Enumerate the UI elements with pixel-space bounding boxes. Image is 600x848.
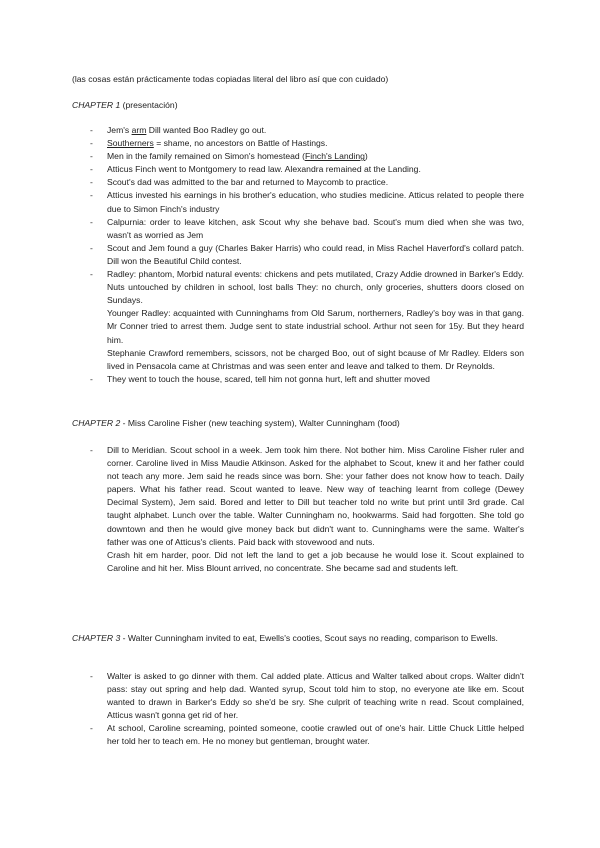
list-item: - Atticus invested his earnings in his brother's education, who studies medicine. Atticus related to people there due to Simon Finch's industry [90,190,524,214]
intro-note: (las cosas están prácticamente todas copiadas literal del libro así que con cuidado) [72,74,389,84]
list-item: - At school, Caroline screaming, pointed someone, cootie crawled out of one's hair. Little Chuck Little helped her told her to teach em. He no money but gentleman, brought water. [90,723,524,747]
chapter-3-topic: - Walter Cunningham invited to eat, Ewells's cooties, Scout says no reading, comparison to Ewells. [120,633,498,643]
list-item: - Southerners = shame, no ancestors on Battle of Hastings. [90,138,328,149]
list-continuation: Younger Radley: acquainted with Cunninghams from Old Sarum, northerners, Radley's boy was in that gang. Mr Conner tried to arrest them. Judge sent to state industrial school. Arthur not seen for 15y. But they heard him. [107,308,524,345]
chapter-2-label: CHAPTER 2 [72,418,121,428]
chapter-1-list [90,124,524,386]
chapter-2-list [90,444,524,575]
chapter-2-topic: - Miss Caroline Fisher (new teaching system), Walter Cunningham (food) [120,418,400,428]
list-item: - Calpurnia: order to leave kitchen, ask Scout why she behave bad. Scout's mum died when she was two, wasn't as worried as Jem [90,216,524,240]
list-item: - Walter is asked to go dinner with them. Cal added plate. Atticus and Walter talked about crops. Walter didn't pass: stay out spring and help dad. Wanted syrup, Scout told him to stop, no everyone ate like em. Scout wanted to drawn in Barker's Eddy so she'd be sry. She culprit of teaching write n read. Scout complained, Atticus wasn't gonna get rid of her. [90,671,524,721]
list-item: - Men in the family remained on Simon's homestead (Finch's Landing) [90,151,368,162]
chapter-2-heading [72,416,542,431]
list-item: - Radley: phantom, Morbid natural events: chickens and pets mutilated, Crazy Addie drowned in Barker's Eddy. Nuts untouched by children in school, lost balls They: no church, only groceries, shutters doors closed on Sundays. [90,269,524,306]
list-item: - Scout and Jem found a guy (Charles Baker Harris) who could read, in Miss Rachel Haverford's collard patch. Dill won the Beautiful Child contest. [90,242,524,266]
chapter-1-heading [72,98,542,113]
list-item: - Scout's dad was admitted to the bar and returned to Maycomb to practice. [90,177,389,188]
list-item: - Dill to Meridian. Scout school in a week. Jem took him there. Not bother him. Miss Caroline Fisher ruler and corner. Caroline lived in Miss Maudie Atkinson. Asked for the alphabet to Scout, knew it and her father could not teach any more. Jem said he reads since was born. She: your father does not know how to teach. Daily papers. What his father read. Scout wanted to leave. New way of teaching learnt from college (Dewey Decimal System), Jem said. Bored and letter to Dill but teacher told no write but print until 3rd grade. Cal taught alphabet. Lunch over the table. Walter Cunningham no, hookwarms. Said had forgotten. She told go downtown and then he would give money back but didn't want to. Cunninghams were the same. Walter's father was one of Atticus's clients. Paid back with stovewood and nuts. [90,445,524,547]
list-continuation: Crash hit em harder, poor. Did not left the land to get a job because he would lose it. Scout explained to Caroline and hit her. Miss Blount arrived, no concentrate. She became sad and students left. [107,549,524,573]
list-item: - Jem's arm Dill wanted Boo Radley go out. [90,125,267,135]
chapter-1-topic: (presentación) [120,100,178,110]
list-item: - They went to touch the house, scared, tell him not gonna hurt, left and shutter moved [90,373,430,384]
list-item: - Atticus Finch went to Montgomery to read law. Alexandra remained at the Landing. [90,164,421,175]
chapter-3-list [90,670,524,749]
chapter-3-label: CHAPTER 3 [72,633,121,643]
chapter-1-label: CHAPTER 1 [72,100,121,110]
list-continuation: Stephanie Crawford remembers, scissors, not be charged Boo, out of sight bcause of Mr Radley. Elders son lived in Pensacola came at Christmas and was seen enter and leave and talked to them. Dr Reynolds. [107,347,524,371]
chapter-3-heading [72,631,542,646]
